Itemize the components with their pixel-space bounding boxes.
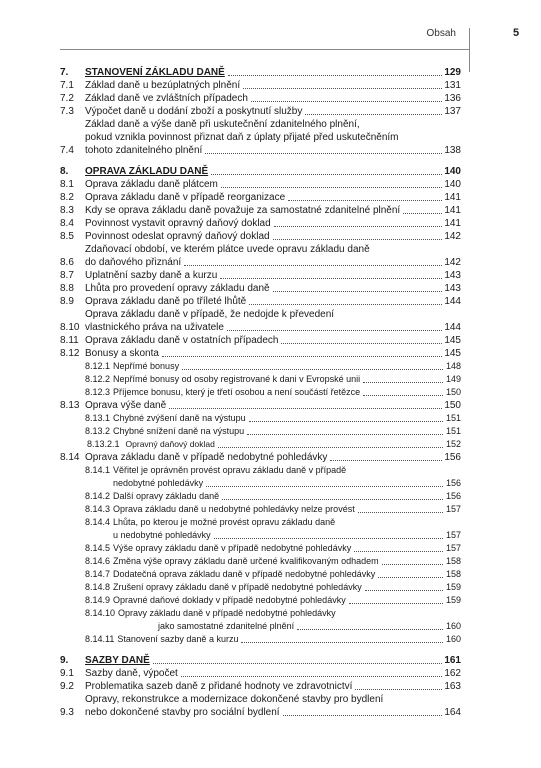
toc-page-number: 148 bbox=[445, 361, 461, 371]
running-header bbox=[0, 28, 541, 48]
toc-page-number: 141 bbox=[444, 205, 461, 216]
toc-entry-last-line bbox=[85, 706, 461, 719]
toc-entry bbox=[60, 542, 461, 555]
table-of-contents bbox=[60, 66, 461, 719]
toc-entry-number: 9.1 bbox=[60, 668, 74, 679]
toc-entry-body bbox=[85, 334, 461, 347]
toc-page-number: 158 bbox=[445, 569, 461, 579]
toc-entry bbox=[60, 607, 461, 633]
toc-entry-body bbox=[85, 516, 461, 542]
toc-entry-title: Bonusy a skonta bbox=[85, 348, 159, 359]
toc-entry-title: SAZBY DANĚ bbox=[85, 655, 150, 666]
toc-entry bbox=[60, 412, 461, 425]
toc-entry bbox=[60, 66, 461, 79]
toc-entry-body bbox=[85, 295, 461, 308]
toc-leader-dots bbox=[378, 577, 443, 578]
toc-entry-body bbox=[85, 243, 461, 269]
toc-entry bbox=[60, 243, 461, 269]
toc-entry-body bbox=[85, 165, 461, 178]
toc-entry-last-line bbox=[85, 144, 461, 157]
toc-entry-number: 7.2 bbox=[60, 93, 74, 104]
toc-entry-body bbox=[85, 464, 461, 490]
toc-page-number: 129 bbox=[444, 67, 461, 78]
toc-entry-title: Nepřímé bonusy bbox=[113, 361, 180, 371]
toc-entry-number: 8.12.3 bbox=[85, 387, 111, 397]
toc-entry-number: 7.1 bbox=[60, 80, 74, 91]
toc-entry-text bbox=[85, 118, 461, 157]
toc-entry-title-line: Opravy, rekonstrukce a modernizace dokončené stavby pro bydlení bbox=[85, 694, 384, 705]
toc-entry bbox=[60, 680, 461, 693]
toc-entry-title: Oprava základu daně po tříleté lhůtě bbox=[85, 296, 247, 307]
toc-leader-dots bbox=[355, 689, 442, 690]
toc-entry-body bbox=[85, 607, 461, 633]
toc-entry-text bbox=[85, 243, 461, 269]
toc-entry-title: Další opravy základu daně bbox=[113, 491, 220, 501]
toc-entry-title: Změna výše opravy základu daně určené kvalifikovaným odhadem bbox=[113, 556, 379, 566]
toc-page-number: 141 bbox=[444, 192, 461, 203]
toc-entry-number: 8.1 bbox=[60, 179, 74, 190]
toc-entry bbox=[60, 399, 461, 412]
toc-entry-last-line bbox=[118, 620, 461, 633]
toc-entry-title-line: Základ daně a výše daně při uskutečnění zdanitelného plnění, bbox=[85, 119, 360, 130]
toc-entry-number: 8.7 bbox=[60, 270, 74, 281]
toc-entry-body bbox=[85, 386, 461, 399]
toc-page-number: 145 bbox=[444, 348, 461, 359]
toc-entry-title-line: jako samostatné zdanitelné plnění bbox=[158, 621, 295, 631]
toc-leader-dots bbox=[382, 564, 443, 565]
toc-entry-body bbox=[85, 451, 461, 464]
toc-entry-body bbox=[85, 373, 461, 386]
toc-entry-title-line: Opravy základu daně v případě nedobytné pohledávky bbox=[118, 608, 336, 618]
toc-entry bbox=[60, 594, 461, 607]
toc-leader-dots bbox=[184, 265, 442, 266]
toc-leader-dots bbox=[273, 291, 443, 292]
toc-entry-text bbox=[113, 464, 461, 490]
toc-entry-title: Chybné snížení daně na výstupu bbox=[113, 426, 245, 436]
toc-entry-number: 8.14.5 bbox=[85, 543, 111, 553]
toc-entry-title: Oprava základu daně u nedobytné pohledávky nelze provést bbox=[113, 504, 355, 514]
toc-entry-title: Problematika sazeb daně z přidané hodnoty ve zdravotnictví bbox=[85, 681, 353, 692]
toc-entry bbox=[60, 425, 461, 438]
toc-entry-title-line: Věřitel je oprávněn provést opravu základu daně v případě bbox=[113, 465, 347, 475]
toc-entry bbox=[60, 347, 461, 360]
toc-page-number: 141 bbox=[444, 218, 461, 229]
toc-entry-body bbox=[85, 347, 461, 360]
toc-entry-title: Oprava základu daně v případě nedobytné pohledávky bbox=[85, 452, 328, 463]
toc-entry bbox=[60, 667, 461, 680]
toc-page-number: 143 bbox=[444, 283, 461, 294]
toc-leader-dots bbox=[218, 447, 443, 448]
toc-leader-dots bbox=[365, 590, 443, 591]
toc-entry-number: 8.10 bbox=[60, 322, 80, 333]
toc-leader-dots bbox=[228, 75, 442, 76]
toc-entry bbox=[60, 165, 461, 178]
toc-entry bbox=[60, 490, 461, 503]
toc-entry-body bbox=[85, 438, 461, 451]
toc-entry-title: Oprava výše daně bbox=[85, 400, 167, 411]
toc-entry-number: 8.13.1 bbox=[85, 413, 111, 423]
toc-entry-number: 8.14.10 bbox=[85, 608, 116, 618]
toc-entry bbox=[60, 654, 461, 667]
toc-entry-number: 8.8 bbox=[60, 283, 74, 294]
toc-leader-dots bbox=[211, 174, 442, 175]
toc-entry-number: 8.13.2.1 bbox=[87, 439, 120, 449]
toc-entry bbox=[60, 79, 461, 92]
toc-leader-dots bbox=[363, 382, 443, 383]
toc-entry-title-line: pokud vznikla povinnost přiznat daň z úplaty přijaté před uskutečněním bbox=[85, 132, 399, 143]
toc-entry-title-line: do daňového přiznání bbox=[85, 257, 182, 268]
toc-page-number: 149 bbox=[445, 374, 461, 384]
toc-page-number: 150 bbox=[445, 387, 461, 397]
toc-entry-title-line: u nedobytné pohledávky bbox=[113, 530, 211, 540]
toc-entry bbox=[60, 633, 461, 646]
toc-entry-title: Povinnost vystavit opravný daňový doklad bbox=[85, 218, 271, 229]
toc-entry-body bbox=[85, 105, 461, 118]
toc-entry-number: 9. bbox=[60, 655, 69, 666]
toc-entry-title: Opravný daňový doklad bbox=[125, 439, 215, 449]
page-number: 5 bbox=[513, 27, 520, 39]
toc-entry-number: 8.12.1 bbox=[85, 361, 111, 371]
toc-entry-title: Lhůta pro provedení opravy základu daně bbox=[85, 283, 270, 294]
toc-entry-body bbox=[85, 217, 461, 230]
toc-page-number: 152 bbox=[445, 439, 461, 449]
toc-entry-body bbox=[85, 633, 461, 646]
toc-page-number: 156 bbox=[444, 452, 461, 463]
toc-entry-body bbox=[85, 191, 461, 204]
toc-entry-title: Dodatečná oprava základu daně v případě nedobytné pohledávky bbox=[113, 569, 376, 579]
toc-page-number: 160 bbox=[445, 634, 461, 644]
toc-leader-dots bbox=[206, 486, 443, 487]
toc-leader-dots bbox=[220, 278, 442, 279]
toc-entry bbox=[60, 581, 461, 594]
toc-entry-title-line: Lhůta, po kterou je možné provést opravu základu daně bbox=[113, 517, 336, 527]
toc-entry-body bbox=[85, 230, 461, 243]
toc-entry-title: Oprava základu daně v případě reorganizace bbox=[85, 192, 286, 203]
toc-entry-body bbox=[85, 654, 461, 667]
toc-entry-number: 8.9 bbox=[60, 296, 74, 307]
toc-leader-dots bbox=[182, 369, 443, 370]
toc-entry-title: Opravné daňové doklady v případě nedobytné pohledávky bbox=[113, 595, 346, 605]
toc-entry-body bbox=[85, 66, 461, 79]
toc-entry-number: 8.3 bbox=[60, 205, 74, 216]
toc-leader-dots bbox=[247, 434, 443, 435]
toc-entry-number: 8.14.1 bbox=[85, 465, 111, 475]
toc-entry-title: Oprava základu daně plátcem bbox=[85, 179, 218, 190]
toc-page-number: 138 bbox=[444, 145, 461, 156]
toc-entry-title: Výše opravy základu daně v případě nedobytné pohledávky bbox=[113, 543, 352, 553]
toc-page-number: 151 bbox=[445, 413, 461, 423]
toc-leader-dots bbox=[403, 213, 442, 214]
toc-leader-dots bbox=[251, 101, 442, 102]
toc-entry-title: Příjemce bonusu, který je třetí osobou a není součástí řetězce bbox=[113, 387, 361, 397]
toc-entry-last-line bbox=[113, 529, 461, 542]
toc-leader-dots bbox=[243, 88, 442, 89]
toc-entry-number: 9.3 bbox=[60, 707, 74, 718]
toc-entry-number: 8.5 bbox=[60, 231, 74, 242]
toc-page-number: 157 bbox=[445, 530, 461, 540]
toc-leader-dots bbox=[305, 114, 442, 115]
toc-leader-dots bbox=[297, 629, 443, 630]
toc-entry-number: 8.2 bbox=[60, 192, 74, 203]
toc-leader-dots bbox=[281, 343, 442, 344]
toc-entry-last-line bbox=[85, 256, 461, 269]
toc-entry-title-line: Zdaňovací období, ve kterém plátce uvede opravu základu daně bbox=[85, 244, 370, 255]
toc-entry-number: 8.14.3 bbox=[85, 504, 111, 514]
toc-entry-body bbox=[85, 412, 461, 425]
toc-entry-title: Uplatnění sazby daně a kurzu bbox=[85, 270, 218, 281]
toc-leader-dots bbox=[358, 512, 443, 513]
toc-entry bbox=[60, 118, 461, 157]
toc-entry bbox=[60, 334, 461, 347]
toc-page-number: 157 bbox=[445, 504, 461, 514]
toc-leader-dots bbox=[221, 187, 442, 188]
toc-entry-title: Základ daně u bezúplatných plnění bbox=[85, 80, 241, 91]
toc-leader-dots bbox=[249, 304, 442, 305]
toc-leader-dots bbox=[227, 330, 442, 331]
toc-entry-title: Chybné zvýšení daně na výstupu bbox=[113, 413, 246, 423]
toc-page-number: 137 bbox=[444, 106, 461, 117]
toc-entry-body bbox=[85, 425, 461, 438]
toc-page-number: 156 bbox=[445, 491, 461, 501]
toc-entry-number: 8.11 bbox=[60, 335, 79, 346]
toc-page-number: 142 bbox=[444, 231, 461, 242]
toc-entry-title: Povinnost odeslat opravný daňový doklad bbox=[85, 231, 270, 242]
toc-page-number: 162 bbox=[444, 668, 461, 679]
header-divider bbox=[469, 28, 470, 72]
toc-entry bbox=[60, 308, 461, 334]
toc-entry bbox=[60, 373, 461, 386]
toc-entry-body bbox=[85, 594, 461, 607]
toc-entry bbox=[60, 464, 461, 490]
toc-page-number: 140 bbox=[444, 179, 461, 190]
toc-entry-body bbox=[85, 79, 461, 92]
toc-entry bbox=[60, 217, 461, 230]
toc-entry-number: 8.4 bbox=[60, 218, 74, 229]
toc-entry-number: 8.14.11 bbox=[85, 634, 115, 644]
toc-entry-title: OPRAVA ZÁKLADU DANĚ bbox=[85, 166, 209, 177]
toc-entry-body bbox=[85, 667, 461, 680]
toc-entry bbox=[60, 555, 461, 568]
toc-entry-number: 8.14.4 bbox=[85, 517, 111, 527]
toc-entry-number: 8.12 bbox=[60, 348, 80, 359]
toc-page-number: 142 bbox=[444, 257, 461, 268]
toc-leader-dots bbox=[153, 663, 442, 664]
toc-entry bbox=[60, 360, 461, 373]
toc-entry-number: 8.14.2 bbox=[85, 491, 111, 501]
toc-entry-body bbox=[85, 693, 461, 719]
toc-leader-dots bbox=[162, 356, 442, 357]
toc-entry bbox=[60, 693, 461, 719]
toc-entry-number: 8.13 bbox=[60, 400, 80, 411]
toc-entry bbox=[60, 282, 461, 295]
toc-page-number: 164 bbox=[444, 707, 461, 718]
toc-page-number: 144 bbox=[444, 296, 461, 307]
toc-leader-dots bbox=[222, 499, 443, 500]
toc-entry-body bbox=[85, 568, 461, 581]
toc-entry-title: Nepřímé bonusy od osoby registrované k dani v Evropské unii bbox=[113, 374, 361, 384]
toc-page-number: 163 bbox=[444, 681, 461, 692]
toc-entry-body bbox=[85, 204, 461, 217]
toc-entry-number: 8.13.2 bbox=[85, 426, 111, 436]
toc-entry-body bbox=[85, 399, 461, 412]
toc-leader-dots bbox=[283, 715, 443, 716]
toc-entry-text bbox=[85, 308, 461, 334]
toc-entry bbox=[60, 503, 461, 516]
toc-page-number: 136 bbox=[444, 93, 461, 104]
toc-page-number: 143 bbox=[444, 270, 461, 281]
toc-entry-body bbox=[85, 503, 461, 516]
toc-leader-dots bbox=[349, 603, 443, 604]
toc-page-number: 158 bbox=[445, 556, 461, 566]
toc-page-number: 131 bbox=[444, 80, 461, 91]
toc-entry-body bbox=[85, 542, 461, 555]
toc-entry-title: Kdy se oprava základu daně považuje za samostatné zdanitelné plnění bbox=[85, 205, 401, 216]
toc-entry-title-line: tohoto zdanitelného plnění bbox=[85, 145, 203, 156]
toc-entry-number: 8. bbox=[60, 166, 69, 177]
toc-entry bbox=[60, 191, 461, 204]
toc-entry-title: Sazby daně, výpočet bbox=[85, 668, 178, 679]
toc-entry-text bbox=[85, 693, 461, 719]
toc-leader-dots bbox=[363, 395, 443, 396]
toc-leader-dots bbox=[241, 642, 443, 643]
toc-leader-dots bbox=[274, 226, 443, 227]
toc-entry bbox=[60, 92, 461, 105]
toc-entry-text bbox=[113, 516, 461, 542]
toc-entry-title: Zrušení opravy základu daně v případě nedobytné pohledávky bbox=[113, 582, 362, 592]
toc-leader-dots bbox=[249, 421, 443, 422]
toc-entry bbox=[60, 438, 461, 451]
toc-entry-title: Základ daně ve zvláštních případech bbox=[85, 93, 248, 104]
toc-entry-title-line: nebo dokončené stavby pro sociální bydlení bbox=[85, 707, 280, 718]
toc-page-number: 144 bbox=[444, 322, 461, 333]
toc-entry-number: 7.3 bbox=[60, 106, 74, 117]
toc-entry bbox=[60, 269, 461, 282]
header-rule bbox=[60, 49, 469, 50]
toc-leader-dots bbox=[354, 551, 443, 552]
toc-entry-title: Stanovení sazby daně a kurzu bbox=[117, 634, 239, 644]
toc-leader-dots bbox=[273, 239, 443, 240]
toc-entry-title: Oprava základu daně v ostatních případech bbox=[85, 335, 279, 346]
toc-leader-dots bbox=[205, 153, 442, 154]
toc-entry-body bbox=[85, 360, 461, 373]
toc-page-number: 157 bbox=[445, 543, 461, 553]
toc-entry-last-line bbox=[85, 321, 461, 334]
toc-entry-title: Výpočet daně u dodání zboží a poskytnutí služby bbox=[85, 106, 303, 117]
toc-entry-number: 8.14.8 bbox=[85, 582, 111, 592]
toc-entry-title-line: Oprava základu daně v případě, že nedojde k převedení bbox=[85, 309, 335, 320]
toc-entry-body bbox=[85, 118, 461, 157]
toc-entry bbox=[60, 568, 461, 581]
toc-entry-body bbox=[85, 680, 461, 693]
toc-entry-body bbox=[85, 269, 461, 282]
toc-leader-dots bbox=[214, 538, 443, 539]
toc-entry-body bbox=[85, 581, 461, 594]
toc-entry-body bbox=[85, 92, 461, 105]
toc-entry-body bbox=[85, 308, 461, 334]
toc-entry-body bbox=[85, 490, 461, 503]
toc-entry-number: 9.2 bbox=[60, 681, 74, 692]
toc-entry-number: 8.14.6 bbox=[85, 556, 111, 566]
toc-entry-body bbox=[85, 178, 461, 191]
toc-entry-number: 8.14.7 bbox=[85, 569, 111, 579]
toc-entry bbox=[60, 204, 461, 217]
toc-leader-dots bbox=[288, 200, 442, 201]
toc-page-number: 159 bbox=[445, 582, 461, 592]
toc-entry-body bbox=[85, 282, 461, 295]
toc-entry-title-line: nedobytné pohledávky bbox=[113, 478, 204, 488]
toc-entry bbox=[60, 105, 461, 118]
toc-entry-text bbox=[118, 607, 461, 633]
toc-page-number: 161 bbox=[444, 655, 461, 666]
toc-entry bbox=[60, 386, 461, 399]
toc-entry-number: 8.14 bbox=[60, 452, 80, 463]
toc-page-number: 150 bbox=[444, 400, 461, 411]
toc-entry bbox=[60, 295, 461, 308]
toc-entry-title: STANOVENÍ ZÁKLADU DANĚ bbox=[85, 67, 225, 78]
section-title: Obsah bbox=[426, 28, 456, 39]
toc-entry-last-line bbox=[113, 477, 461, 490]
toc-page-number: 140 bbox=[444, 166, 461, 177]
toc-leader-dots bbox=[330, 460, 442, 461]
toc-entry bbox=[60, 178, 461, 191]
toc-page-number: 156 bbox=[445, 478, 461, 488]
toc-leader-dots bbox=[181, 676, 442, 677]
toc-page-number: 159 bbox=[445, 595, 461, 605]
toc-entry-body bbox=[85, 555, 461, 568]
toc-page-number: 151 bbox=[445, 426, 461, 436]
toc-entry-number: 7.4 bbox=[60, 145, 74, 156]
toc-page-number: 160 bbox=[445, 621, 461, 631]
toc-entry-number: 8.14.9 bbox=[85, 595, 111, 605]
toc-entry-number: 8.6 bbox=[60, 257, 74, 268]
toc-page-number: 145 bbox=[444, 335, 461, 346]
toc-entry-number: 7. bbox=[60, 67, 69, 78]
toc-leader-dots bbox=[169, 408, 442, 409]
toc-entry-number: 8.12.2 bbox=[85, 374, 111, 384]
toc-entry bbox=[60, 516, 461, 542]
toc-entry-title-line: vlastnického práva na uživatele bbox=[85, 322, 224, 333]
toc-entry bbox=[60, 451, 461, 464]
toc-entry bbox=[60, 230, 461, 243]
